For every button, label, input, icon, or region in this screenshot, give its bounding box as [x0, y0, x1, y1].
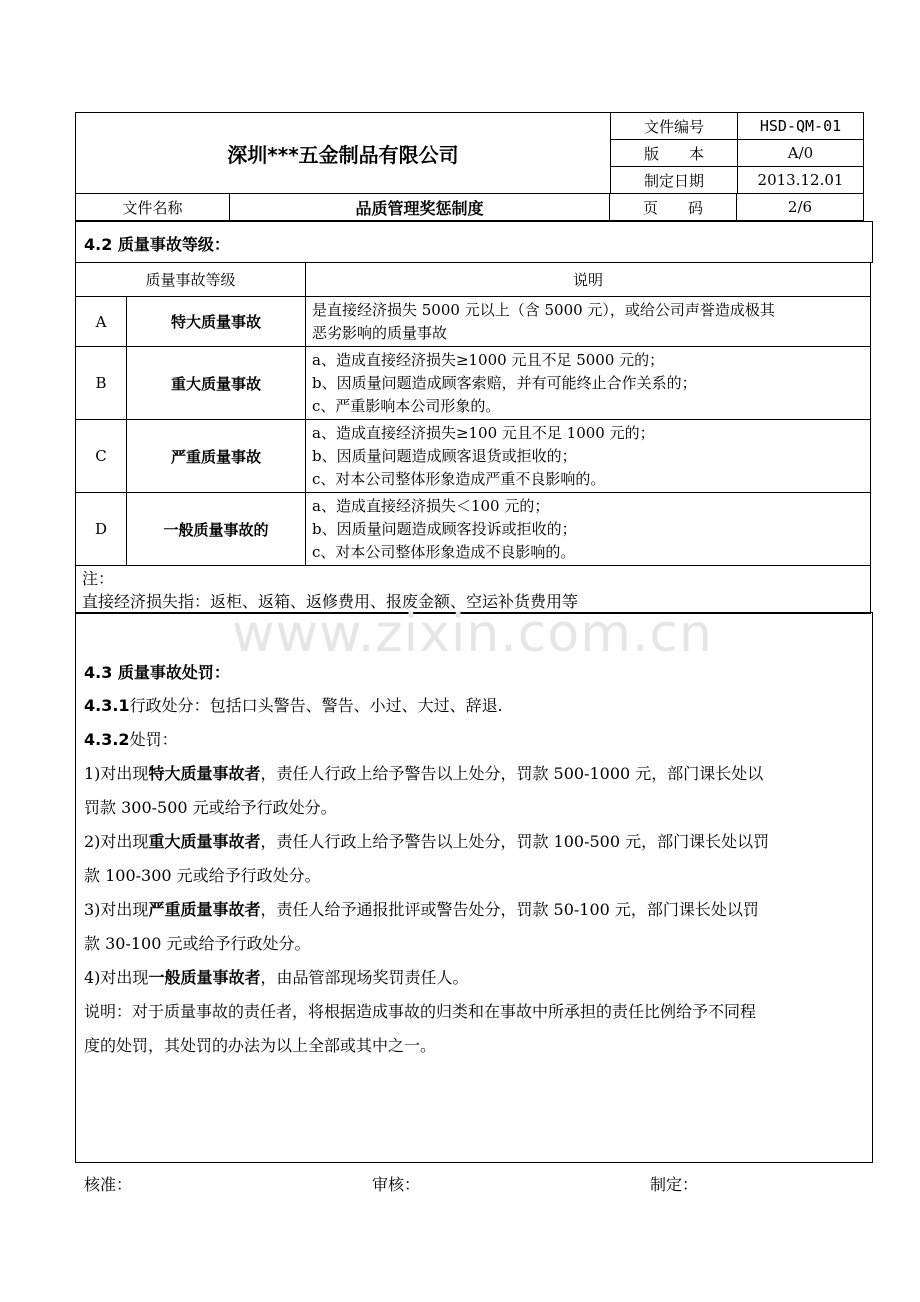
item-level: 重大质量事故者 [148, 832, 261, 851]
note-label: 注： [82, 568, 115, 588]
section-432-text: 处罚： [129, 730, 178, 749]
levels-col-header-desc: 说明 [306, 263, 871, 297]
footer-approve: 核准： [84, 1175, 133, 1194]
level-code: D [76, 493, 127, 566]
level-desc [306, 493, 871, 566]
desc-line: a、造成直接经济损失≥100 元且不足 1000 元的； [312, 423, 655, 442]
item-text-cont: 款 100-300 元或给予行政处分。 [84, 866, 321, 885]
desc-line: c、对本公司整体形象造成不良影响的。 [312, 542, 576, 561]
date-value: 2013.12.01 [738, 167, 864, 194]
desc-line: c、对本公司整体形象造成严重不良影响的。 [312, 469, 606, 488]
footer-make: 制定： [650, 1175, 699, 1194]
desc-line: b、因质量问题造成顾客索赔，并有可能终止合作关系的； [312, 373, 697, 392]
level-code: C [76, 420, 127, 493]
version-label: 版 本 [611, 140, 738, 167]
item-level: 严重质量事故者 [148, 900, 261, 919]
table-row [76, 420, 871, 493]
levels-table [75, 262, 871, 614]
penalty-item [84, 893, 864, 961]
level-desc [306, 347, 871, 420]
header-table [75, 112, 864, 194]
level-desc [306, 297, 871, 347]
levels-col-header-level: 质量事故等级 [76, 263, 306, 297]
level-desc [306, 420, 871, 493]
level-code: B [76, 347, 127, 420]
section-431 [84, 689, 864, 723]
item-text: ，责任人行政上给予警告以上处分，罚款 100-500 元，部门课长处以罚 [260, 832, 770, 851]
penalty-title: 4.3 质量事故处罚： [84, 663, 230, 682]
penalty-remark [84, 995, 864, 1063]
company-name: 深圳***五金制品有限公司 [76, 113, 611, 194]
item-prefix: 3)对出现 [84, 900, 149, 919]
level-name: 一般质量事故的 [127, 493, 306, 566]
version-value: A/0 [738, 140, 864, 167]
item-prefix: 2)对出现 [84, 832, 149, 851]
remark-line: 度的处罚，其处罚的办法为以上全部或其中之一。 [84, 1036, 437, 1055]
section-431-text: 行政处分：包括口头警告、警告、小过、大过、辞退. [129, 696, 503, 715]
note-text: 直接经济损失指：返柜、返箱、返修费用、报废金额、空运补货费用等 [82, 591, 579, 611]
desc-line: b、因质量问题造成顾客退货或拒收的； [312, 446, 577, 465]
item-text: ，责任人行政上给予警告以上处分，罚款 500-1000 元，部门课长处以 [260, 764, 764, 783]
section-432 [84, 723, 864, 757]
section-432-num: 4.3.2 [84, 730, 130, 749]
table-row [76, 297, 871, 347]
remark-line: 说明：对于质量事故的责任者，将根据造成事故的归类和在事故中所承担的责任比例给予不同程 [84, 1002, 757, 1021]
desc-line: c、严重影响本公司形象的。 [312, 396, 501, 415]
item-level: 特大质量事故者 [148, 764, 261, 783]
item-text: ，由品管部现场奖罚责任人。 [260, 968, 469, 987]
item-text-cont: 款 30-100 元或给予行政处分。 [84, 934, 311, 953]
doc-name-value: 品质管理奖惩制度 [230, 194, 610, 221]
table-row [76, 493, 871, 566]
page-value: 2/6 [737, 194, 864, 221]
table-row [76, 347, 871, 420]
item-prefix: 4)对出现 [84, 968, 149, 987]
doc-no-value: HSD-QM-01 [738, 113, 864, 140]
levels-title-box [75, 221, 873, 263]
level-name: 特大质量事故 [127, 297, 306, 347]
desc-line: a、造成直接经济损失≥1000 元且不足 5000 元的； [312, 350, 665, 369]
level-code: A [76, 297, 127, 347]
item-text: ，责任人给予通报批评或警告处分，罚款 50-100 元，部门课长处以罚 [260, 900, 759, 919]
doc-name-label: 文件名称 [76, 194, 230, 221]
page-label: 页 码 [610, 194, 737, 221]
item-prefix: 1)对出现 [84, 764, 149, 783]
date-label: 制定日期 [611, 167, 738, 194]
desc-line: b、因质量问题造成顾客投诉或拒收的； [312, 519, 577, 538]
item-text-cont: 罚款 300-500 元或给予行政处分。 [84, 798, 337, 817]
item-level: 一般质量事故者 [148, 968, 261, 987]
level-name: 重大质量事故 [127, 347, 306, 420]
desc-line: 恶劣影响的质量事故 [312, 323, 448, 342]
penalty-item [84, 757, 864, 825]
desc-line: 是直接经济损失 5000 元以上（含 5000 元），或给公司声誉造成极其 [312, 300, 775, 319]
levels-title: 4.2 质量事故等级： [84, 235, 230, 254]
level-name: 严重质量事故 [127, 420, 306, 493]
doc-no-label: 文件编号 [611, 113, 738, 140]
section-431-num: 4.3.1 [84, 696, 130, 715]
header-name-row [75, 193, 864, 221]
desc-line: a、造成直接经济损失＜100 元的； [312, 496, 550, 515]
watermark: www.zixin.com.cn [232, 604, 713, 664]
penalty-item [84, 825, 864, 893]
penalty-item [84, 961, 864, 995]
footer-review: 审核： [372, 1175, 421, 1194]
